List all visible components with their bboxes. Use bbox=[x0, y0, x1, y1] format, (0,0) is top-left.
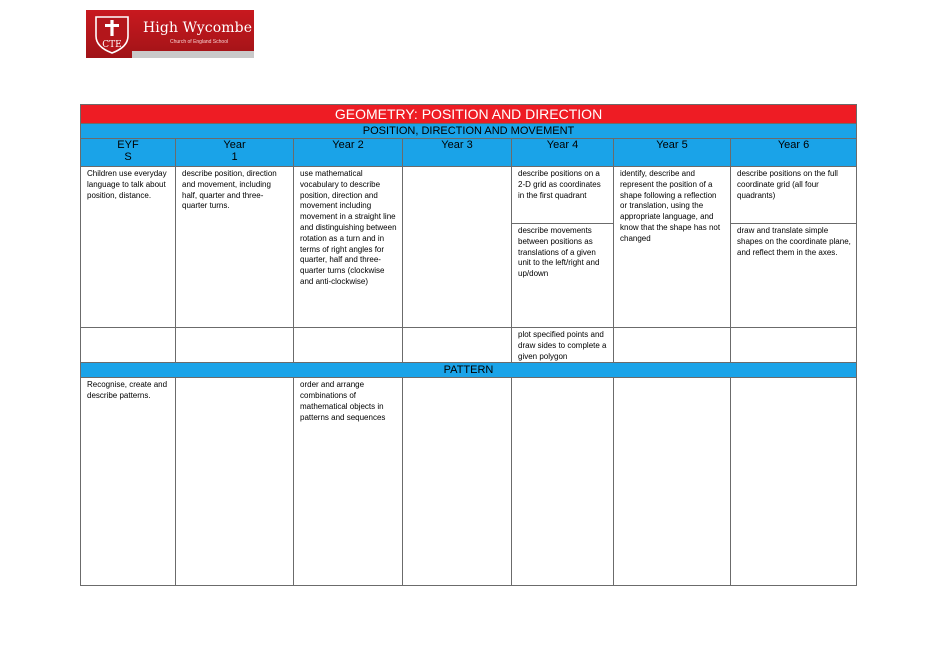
cell-year4-plot-points: plot specified points and draw sides to complete a given polygon bbox=[512, 328, 614, 363]
table-row bbox=[81, 378, 857, 586]
cell-position-year1: describe position, direction and movement, including half, quarter and three-quarter turns. bbox=[176, 167, 294, 328]
school-subtitle: Church of England School bbox=[170, 39, 229, 45]
cell-position-year6 bbox=[731, 167, 857, 328]
cell-pattern-year6 bbox=[731, 378, 857, 586]
section-heading-pattern: PATTERN bbox=[81, 363, 857, 378]
year-header-row bbox=[81, 139, 857, 167]
table-row bbox=[81, 328, 857, 363]
section-heading-row bbox=[81, 124, 857, 139]
year6-translate-shapes: draw and translate simple shapes on the coordinate plane, and reflect them in the axes. bbox=[731, 223, 856, 327]
table-row bbox=[81, 167, 857, 328]
year-header-year5: Year 5 bbox=[614, 139, 731, 167]
section-heading-row bbox=[81, 363, 857, 378]
year-header-year2: Year 2 bbox=[294, 139, 403, 167]
cell-pattern-year4 bbox=[512, 378, 614, 586]
cell-pattern-year2: order and arrange combinations of mathematical objects in patterns and sequences bbox=[294, 378, 403, 586]
year-header-year3: Year 3 bbox=[403, 139, 512, 167]
logo-grey-band bbox=[132, 51, 254, 58]
cell-position-eyfs: Children use everyday language to talk about position, distance. bbox=[81, 167, 176, 328]
cell-pattern-year5 bbox=[614, 378, 731, 586]
school-logo bbox=[86, 10, 254, 58]
year-header-year1: Year 1 bbox=[176, 139, 294, 167]
cell-pattern-eyfs: Recognise, create and describe patterns. bbox=[81, 378, 176, 586]
school-crest-icon bbox=[92, 14, 132, 54]
year4-movements: describe movements between positions as translations of a given unit to the left/right and up/down bbox=[512, 223, 613, 327]
section-heading-position: POSITION, DIRECTION AND MOVEMENT bbox=[81, 124, 857, 139]
geometry-curriculum-table bbox=[80, 104, 857, 586]
cell-pattern-year3 bbox=[403, 378, 512, 586]
table-title-row bbox=[81, 105, 857, 124]
cell-pattern-year1 bbox=[176, 378, 294, 586]
cell-position-year3 bbox=[403, 167, 512, 328]
table-title: GEOMETRY: POSITION AND DIRECTION bbox=[81, 105, 857, 124]
cell-position-year2: use mathematical vocabulary to describe position, direction and movement including movement in a straight line and distinguishing between rotation as a turn and in terms of right angles for quarter, half and three-quarter turns (clockwise and anti-clockwise) bbox=[294, 167, 403, 328]
year-header-year4: Year 4 bbox=[512, 139, 614, 167]
year4-grid-positions: describe positions on a 2-D grid as coordinates in the first quadrant bbox=[518, 169, 601, 200]
year-header-eyfs: EYF S bbox=[81, 139, 176, 167]
school-name: High Wycombe bbox=[143, 20, 253, 36]
year-header-year6: Year 6 bbox=[731, 139, 857, 167]
cell-position-year4 bbox=[512, 167, 614, 328]
cell-position-year5: identify, describe and represent the position of a shape following a reflection or translation, using the appropriate language, and know that the shape has not changed bbox=[614, 167, 731, 328]
year6-coordinate-grid: describe positions on the full coordinate grid (all four quadrants) bbox=[737, 169, 838, 200]
crest-letters: CTE bbox=[102, 40, 122, 50]
